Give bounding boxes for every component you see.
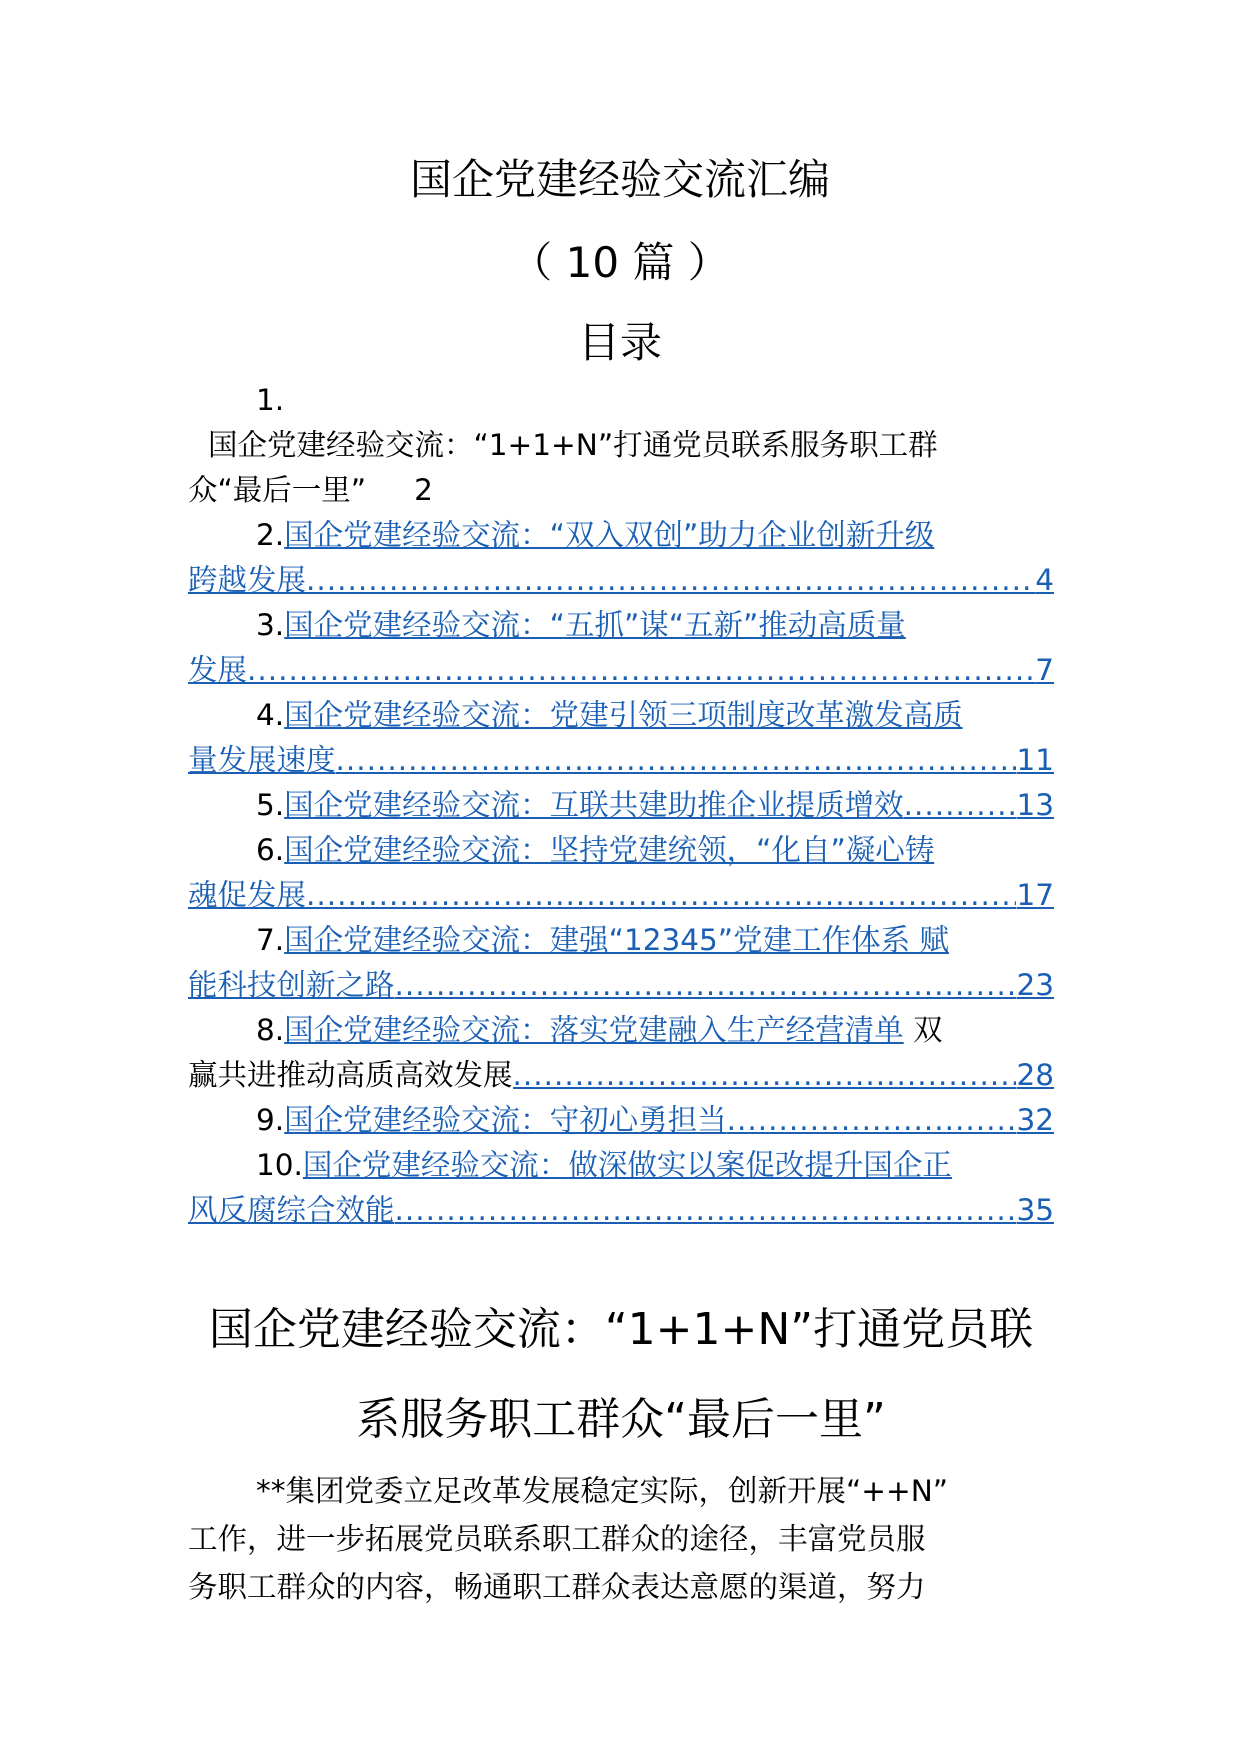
toc-item-link[interactable]: 国企党建经验交流：做深做实以案促改提升国企正	[302, 1148, 952, 1182]
toc-leader-dots[interactable]	[306, 558, 1035, 603]
toc-leader-dots[interactable]	[727, 1098, 1017, 1143]
toc-item-link-cont[interactable]: 能科技创新之路	[188, 968, 395, 1002]
toc-item-3[interactable]	[188, 603, 1054, 693]
toc-item-title-line2	[188, 468, 1054, 513]
toc-item-number: 10.	[256, 1148, 303, 1182]
toc-item-2[interactable]	[188, 513, 1054, 603]
toc-leader-dots[interactable]	[904, 783, 1017, 828]
toc-item-plain-cont: 赢共进推动高质高效发展	[188, 1058, 513, 1092]
toc-leader-dots[interactable]	[395, 963, 1017, 1008]
toc-leader-dots[interactable]	[306, 873, 1016, 918]
toc-leader-dots[interactable]	[247, 648, 1035, 693]
toc-item-link[interactable]: 国企党建经验交流：守初心勇担当	[284, 1103, 727, 1137]
toc-item-link[interactable]: 国企党建经验交流：落实党建融入生产经营清单	[284, 1013, 904, 1047]
toc-item-page: 2	[414, 473, 433, 507]
toc-item-link[interactable]: 国企党建经验交流：“五抓”谋“五新”推动高质量	[284, 608, 906, 642]
toc-item-link-cont[interactable]: 发展	[188, 653, 248, 687]
toc-item-page[interactable]: 11	[1016, 743, 1054, 777]
article-body-line: **集团党委立足改革发展稳定实际，创新开展“++N”	[256, 1474, 949, 1508]
toc-leader-dots[interactable]	[336, 738, 1017, 783]
toc-item-page[interactable]: 23	[1016, 968, 1054, 1002]
toc-item-link[interactable]: 国企党建经验交流：建强“12345”党建工作体系 赋	[284, 923, 949, 957]
toc-item-number: 7.	[256, 923, 285, 957]
toc-item-6[interactable]	[188, 828, 1054, 918]
toc-item-number: 3.	[256, 608, 285, 642]
document-title: 国企党建经验交流汇编	[409, 155, 830, 204]
toc-item-title-line1: 国企党建经验交流：“1+1+N”打通党员联系服务职工群	[208, 428, 938, 462]
toc-item-number: 8.	[256, 1013, 285, 1047]
toc-item-7[interactable]	[188, 918, 1054, 1008]
article-body	[188, 1467, 1054, 1611]
toc-item-number: 5.	[256, 788, 285, 822]
toc-item-plain-text: 双	[903, 1013, 943, 1047]
toc-item-4[interactable]	[188, 693, 1054, 783]
toc-item-link[interactable]: 国企党建经验交流：互联共建助推企业提质增效	[284, 788, 904, 822]
toc-item-number: 2.	[256, 518, 285, 552]
toc-item-page[interactable]: 17	[1016, 878, 1054, 912]
toc-item-link[interactable]: 国企党建经验交流：“双入双创”助力企业创新升级	[284, 518, 935, 552]
toc-item-number: 6.	[256, 833, 285, 867]
toc-item-number: 1.	[256, 383, 285, 417]
toc-item-8[interactable]	[188, 1008, 1054, 1098]
toc-item-10[interactable]	[188, 1143, 1054, 1233]
toc-item-number: 4.	[256, 698, 285, 732]
table-of-contents	[188, 378, 1054, 1233]
toc-item-link-cont[interactable]: 跨越发展	[188, 563, 307, 597]
toc-item-link-cont[interactable]: 风反腐综合效能	[188, 1193, 395, 1227]
article-body-line: 工作，进一步拓展党员联系职工群众的途径，丰富党员服	[188, 1522, 926, 1556]
toc-item-9[interactable]	[188, 1098, 1054, 1143]
toc-item-page[interactable]: 28	[1016, 1058, 1054, 1092]
toc-leader-dots[interactable]	[513, 1053, 1017, 1098]
toc-item-5[interactable]	[188, 783, 1054, 828]
toc-item-page[interactable]: 35	[1016, 1193, 1054, 1227]
toc-item-page[interactable]: 7	[1035, 653, 1054, 687]
toc-item-page[interactable]: 32	[1016, 1103, 1054, 1137]
toc-heading: 目录	[577, 318, 662, 367]
toc-item-link-cont[interactable]: 魂促发展	[188, 878, 307, 912]
toc-item-title-text: 众“最后一里”	[188, 473, 367, 507]
article-title-line2: 系服务职工群众“最后一里”	[356, 1394, 886, 1445]
toc-item-page[interactable]: 13	[1016, 788, 1054, 822]
document-subtitle: （ 10 篇 ）	[510, 238, 730, 287]
toc-item-number: 9.	[256, 1103, 285, 1137]
toc-item-link-cont[interactable]: 量发展速度	[188, 743, 336, 777]
article-body-line: 务职工群众的内容，畅通职工群众表达意愿的渠道，努力	[188, 1570, 926, 1604]
article-title-line1: 国企党建经验交流：“1+1+N”打通党员联	[208, 1304, 1034, 1355]
toc-item-link[interactable]: 国企党建经验交流：坚持党建统领，“化自”凝心铸	[284, 833, 935, 867]
toc-leader-dots[interactable]	[395, 1188, 1017, 1233]
toc-item-page[interactable]: 4	[1035, 563, 1054, 597]
toc-item-link[interactable]: 国企党建经验交流：党建引领三项制度改革激发高质	[284, 698, 963, 732]
toc-item-1	[188, 378, 1054, 513]
